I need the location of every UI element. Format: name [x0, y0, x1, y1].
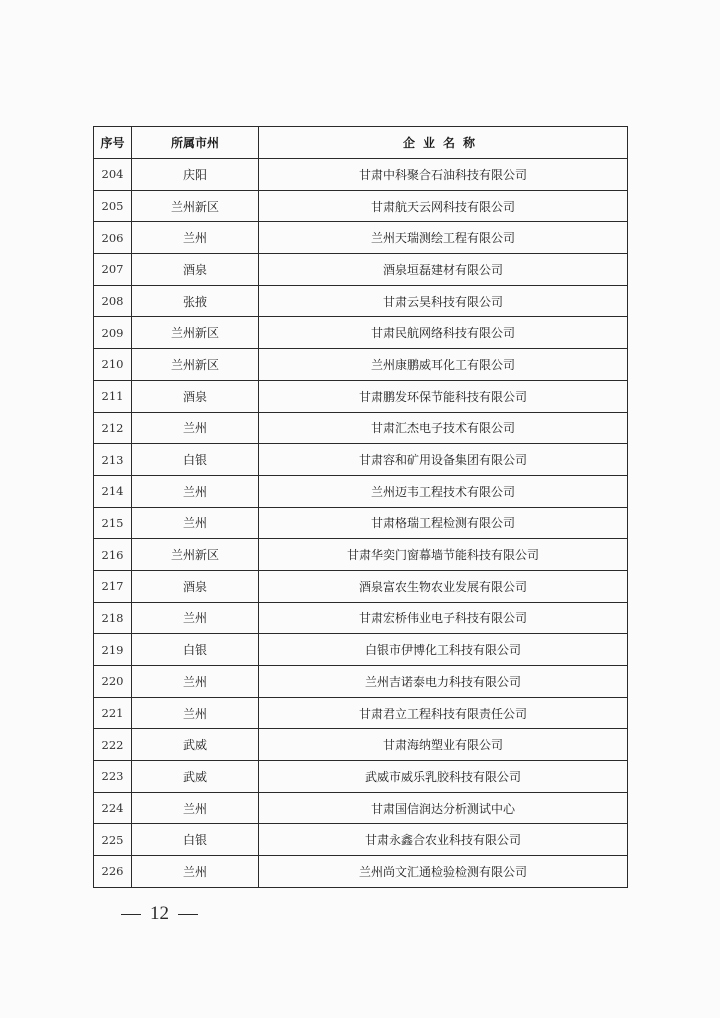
cell-seq: 207 — [94, 254, 132, 286]
cell-seq: 223 — [94, 761, 132, 793]
cell-seq: 205 — [94, 190, 132, 222]
cell-company-name: 甘肃格瑞工程检测有限公司 — [259, 507, 628, 539]
cell-seq: 209 — [94, 317, 132, 349]
cell-seq: 222 — [94, 729, 132, 761]
table-row — [94, 761, 628, 793]
table-row — [94, 380, 628, 412]
table-row — [94, 444, 628, 476]
cell-city: 兰州 — [132, 222, 259, 254]
cell-company-name: 兰州迈韦工程技术有限公司 — [259, 475, 628, 507]
cell-seq: 208 — [94, 285, 132, 317]
table-row — [94, 539, 628, 571]
cell-city: 酒泉 — [132, 254, 259, 286]
table-row — [94, 222, 628, 254]
cell-city: 兰州新区 — [132, 190, 259, 222]
cell-city: 兰州 — [132, 602, 259, 634]
cell-seq: 218 — [94, 602, 132, 634]
cell-city: 兰州 — [132, 697, 259, 729]
table-row — [94, 475, 628, 507]
cell-company-name: 甘肃鹏发环保节能科技有限公司 — [259, 380, 628, 412]
cell-city: 兰州新区 — [132, 539, 259, 571]
page-number — [112, 903, 207, 925]
header-city: 所属市州 — [132, 127, 259, 159]
cell-company-name: 甘肃华奕门窗幕墙节能科技有限公司 — [259, 539, 628, 571]
table-row — [94, 666, 628, 698]
table-row — [94, 412, 628, 444]
page-number-value: 12 — [150, 903, 169, 924]
header-company-name: 企业名称 — [259, 127, 628, 159]
cell-seq: 217 — [94, 570, 132, 602]
cell-company-name: 白银市伊博化工科技有限公司 — [259, 634, 628, 666]
cell-city: 武威 — [132, 761, 259, 793]
table-row — [94, 317, 628, 349]
cell-city: 兰州 — [132, 792, 259, 824]
cell-seq: 224 — [94, 792, 132, 824]
cell-city: 白银 — [132, 634, 259, 666]
table-row — [94, 190, 628, 222]
table-row — [94, 634, 628, 666]
cell-seq: 211 — [94, 380, 132, 412]
company-list-table — [93, 126, 628, 888]
cell-company-name: 甘肃宏桥伟业电子科技有限公司 — [259, 602, 628, 634]
cell-company-name: 甘肃海纳塑业有限公司 — [259, 729, 628, 761]
cell-city: 兰州 — [132, 475, 259, 507]
cell-company-name: 酒泉富农生物农业发展有限公司 — [259, 570, 628, 602]
cell-seq: 220 — [94, 666, 132, 698]
cell-company-name: 甘肃君立工程科技有限责任公司 — [259, 697, 628, 729]
table-row — [94, 792, 628, 824]
cell-company-name: 甘肃汇杰电子技术有限公司 — [259, 412, 628, 444]
cell-city: 酒泉 — [132, 570, 259, 602]
header-seq: 序号 — [94, 127, 132, 159]
cell-company-name: 甘肃永鑫合农业科技有限公司 — [259, 824, 628, 856]
table-row — [94, 159, 628, 191]
cell-city: 白银 — [132, 824, 259, 856]
cell-company-name: 甘肃民航网络科技有限公司 — [259, 317, 628, 349]
cell-company-name: 甘肃容和矿用设备集团有限公司 — [259, 444, 628, 476]
cell-seq: 216 — [94, 539, 132, 571]
table-row — [94, 285, 628, 317]
cell-city: 兰州 — [132, 666, 259, 698]
page-number-left-dash — [121, 914, 141, 915]
cell-seq: 212 — [94, 412, 132, 444]
cell-seq: 204 — [94, 159, 132, 191]
table-row — [94, 856, 628, 888]
table-row — [94, 349, 628, 381]
cell-company-name: 兰州尚文汇通检验检测有限公司 — [259, 856, 628, 888]
cell-company-name: 武威市威乐乳胶科技有限公司 — [259, 761, 628, 793]
table-row — [94, 729, 628, 761]
cell-city: 兰州 — [132, 856, 259, 888]
table-body — [94, 159, 628, 888]
cell-seq: 214 — [94, 475, 132, 507]
cell-seq: 206 — [94, 222, 132, 254]
cell-city: 兰州新区 — [132, 349, 259, 381]
table-row — [94, 507, 628, 539]
cell-city: 兰州新区 — [132, 317, 259, 349]
cell-seq: 210 — [94, 349, 132, 381]
cell-seq: 225 — [94, 824, 132, 856]
cell-city: 酒泉 — [132, 380, 259, 412]
cell-city: 张掖 — [132, 285, 259, 317]
cell-company-name: 甘肃航天云网科技有限公司 — [259, 190, 628, 222]
cell-company-name: 兰州康鹏威耳化工有限公司 — [259, 349, 628, 381]
table-row — [94, 570, 628, 602]
cell-city: 兰州 — [132, 412, 259, 444]
table-row — [94, 602, 628, 634]
cell-city: 武威 — [132, 729, 259, 761]
cell-company-name: 甘肃云昊科技有限公司 — [259, 285, 628, 317]
cell-seq: 226 — [94, 856, 132, 888]
page-number-right-dash — [178, 914, 198, 915]
cell-company-name: 甘肃国信润达分析测试中心 — [259, 792, 628, 824]
table-header-row — [94, 127, 628, 159]
cell-seq: 215 — [94, 507, 132, 539]
cell-company-name: 酒泉垣磊建材有限公司 — [259, 254, 628, 286]
table-row — [94, 824, 628, 856]
cell-company-name: 兰州吉诺泰电力科技有限公司 — [259, 666, 628, 698]
cell-seq: 213 — [94, 444, 132, 476]
cell-city: 兰州 — [132, 507, 259, 539]
cell-seq: 221 — [94, 697, 132, 729]
table-row — [94, 254, 628, 286]
table-row — [94, 697, 628, 729]
cell-company-name: 兰州天瑞测绘工程有限公司 — [259, 222, 628, 254]
cell-city: 庆阳 — [132, 159, 259, 191]
cell-company-name: 甘肃中科聚合石油科技有限公司 — [259, 159, 628, 191]
cell-seq: 219 — [94, 634, 132, 666]
cell-city: 白银 — [132, 444, 259, 476]
